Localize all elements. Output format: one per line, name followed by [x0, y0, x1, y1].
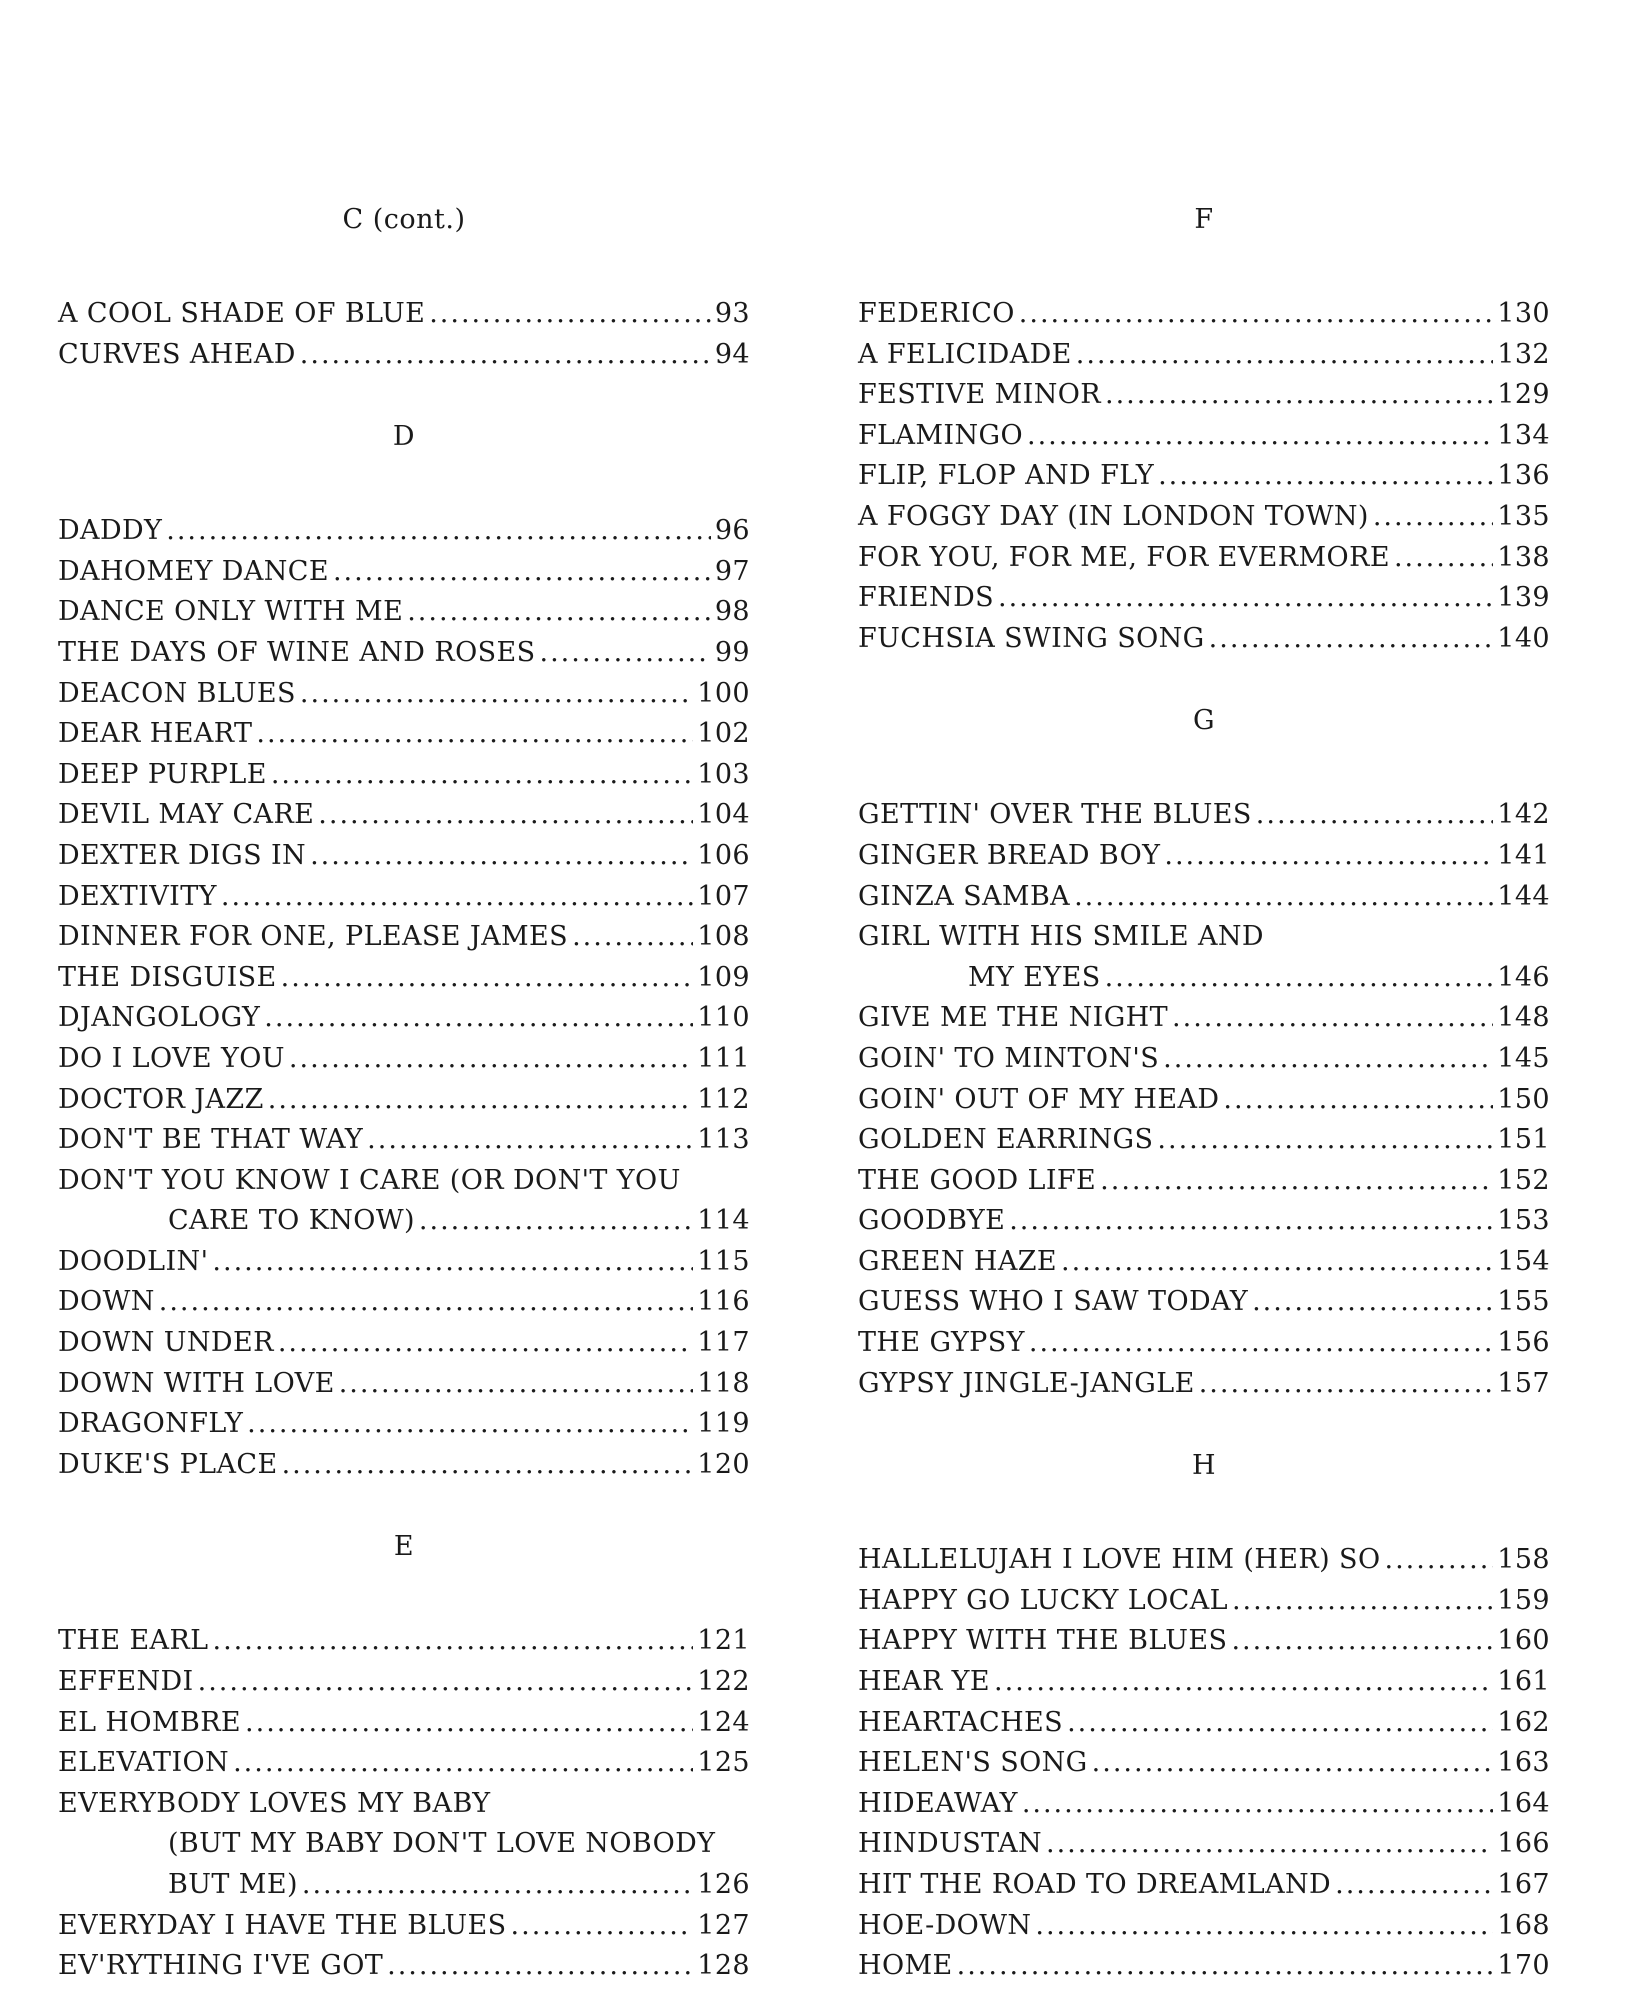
entry-title: DEVIL MAY CARE — [58, 799, 315, 831]
entry-title: HEARTACHES — [858, 1706, 1064, 1738]
dot-leader — [256, 714, 693, 755]
dot-leader — [289, 1039, 693, 1080]
dot-leader — [278, 1323, 693, 1364]
page-number: 116 — [697, 1286, 750, 1318]
index-entry — [58, 998, 750, 1039]
index-entry — [58, 1039, 750, 1080]
page-number: 111 — [697, 1042, 750, 1074]
dot-leader — [1105, 375, 1493, 416]
index-entry — [858, 294, 1550, 335]
entry-title: FEDERICO — [858, 298, 1015, 329]
dot-leader — [1172, 998, 1493, 1039]
page-number: 136 — [1497, 460, 1550, 492]
dot-leader — [1256, 795, 1493, 836]
entry-title: DEACON BLUES — [58, 677, 296, 709]
page-number: 106 — [697, 839, 750, 871]
entry-title: GIRL WITH HIS SMILE AND — [858, 921, 1264, 953]
dot-leader — [1067, 1703, 1493, 1744]
dot-leader — [407, 592, 711, 633]
entry-title: THE GOOD LIFE — [858, 1164, 1097, 1196]
entry-title: GYPSY JINGLE-JANGLE — [858, 1367, 1195, 1399]
entry-title: FUCHSIA SWING SONG — [858, 622, 1205, 654]
page-number: 157 — [1497, 1367, 1550, 1399]
dot-leader — [511, 1906, 694, 1947]
entry-title: DEXTIVITY — [58, 880, 217, 912]
dot-leader — [1373, 497, 1493, 538]
page-number: 124 — [697, 1706, 750, 1738]
dot-leader — [198, 1662, 694, 1703]
entry-title: DO I LOVE YOU — [58, 1042, 285, 1074]
index-entry — [58, 795, 750, 836]
page-number: 135 — [1497, 500, 1550, 532]
page-number: 170 — [1497, 1950, 1550, 1982]
entry-title: GOLDEN EARRINGS — [858, 1124, 1154, 1156]
entry-title: GOIN' TO MINTON'S — [858, 1042, 1160, 1074]
index-section — [858, 701, 1550, 1404]
index-entry — [858, 456, 1550, 497]
entry-title: DOWN — [58, 1286, 155, 1318]
entry-title: HIT THE ROAD TO DREAMLAND — [858, 1869, 1332, 1900]
dot-leader — [1209, 619, 1494, 660]
index-entry — [858, 836, 1550, 877]
entry-title-continued: CARE TO KNOW) — [168, 1205, 415, 1237]
dot-leader — [957, 1946, 1494, 1987]
entry-title: EFFENDI — [58, 1666, 194, 1698]
entry-title: DOCTOR JAZZ — [58, 1083, 264, 1115]
entry-title: DOWN WITH LOVE — [58, 1367, 335, 1399]
dot-leader — [1223, 1080, 1493, 1121]
page-number: 153 — [1497, 1205, 1550, 1237]
page-number: 168 — [1497, 1909, 1550, 1941]
page-number: 167 — [1497, 1869, 1550, 1900]
entry-title: GUESS WHO I SAW TODAY — [858, 1286, 1249, 1318]
index-entry — [858, 619, 1550, 660]
page-number: 142 — [1497, 799, 1550, 831]
page-number: 146 — [1497, 961, 1550, 993]
page-number: 162 — [1497, 1706, 1550, 1738]
entry-title: DUKE'S PLACE — [58, 1448, 278, 1480]
entry-title: GIVE ME THE NIGHT — [858, 1002, 1169, 1034]
index-entry — [58, 836, 750, 877]
section-heading: D — [392, 421, 416, 453]
page-number: 134 — [1497, 419, 1550, 451]
index-entry — [58, 1662, 750, 1703]
dot-leader — [572, 917, 693, 958]
index-entry — [58, 917, 750, 958]
entry-title: DAHOMEY DANCE — [58, 555, 329, 587]
dot-leader — [310, 836, 693, 877]
page-number: 140 — [1497, 622, 1550, 654]
dot-leader — [1252, 1282, 1493, 1323]
page-number: 107 — [697, 880, 750, 912]
dot-leader — [429, 294, 711, 335]
entry-title: HALLELUJAH I LOVE HIM (HER) SO — [858, 1544, 1381, 1576]
index-entry — [58, 1445, 750, 1486]
entry-title: DON'T BE THAT WAY — [58, 1124, 364, 1156]
entry-title: A FELICIDADE — [858, 338, 1072, 370]
index-entry — [858, 1703, 1550, 1744]
page-number: 97 — [714, 555, 750, 587]
page-number: 102 — [697, 718, 750, 750]
index-entry — [858, 1621, 1550, 1662]
index-entry — [58, 1323, 750, 1364]
dot-leader — [1157, 1120, 1493, 1161]
entry-title: EVERYDAY I HAVE THE BLUES — [58, 1909, 507, 1941]
entry-title: DINNER FOR ONE, PLEASE JAMES — [58, 921, 569, 953]
index-entry — [858, 1784, 1550, 1825]
page-number: 141 — [1497, 839, 1550, 871]
index-entry — [858, 877, 1550, 918]
entry-title: GOIN' OUT OF MY HEAD — [858, 1083, 1220, 1115]
index-entry — [858, 335, 1550, 376]
index-entry — [858, 1946, 1550, 1987]
entry-title: HOE-DOWN — [858, 1909, 1032, 1941]
page-number: 103 — [697, 758, 750, 790]
entry-title: HELEN'S SONG — [858, 1747, 1088, 1779]
dot-leader — [1029, 1323, 1493, 1364]
index-entry — [858, 497, 1550, 538]
dot-leader — [998, 578, 1493, 619]
page-number: 98 — [714, 596, 750, 628]
entry-title: FLAMINGO — [858, 419, 1024, 451]
dot-leader — [245, 1703, 693, 1744]
page-number: 145 — [1497, 1042, 1550, 1074]
dot-leader — [221, 877, 693, 918]
page-number: 148 — [1497, 1002, 1550, 1034]
index-entry — [858, 578, 1550, 619]
index-section — [58, 200, 750, 375]
page-number: 104 — [697, 799, 750, 831]
entry-title: DEAR HEART — [58, 718, 253, 750]
entry-title: FRIENDS — [858, 582, 995, 614]
page-number: 109 — [697, 961, 750, 993]
index-entry — [58, 592, 750, 633]
index-entry — [58, 294, 750, 335]
dot-leader — [339, 1364, 694, 1405]
dot-leader — [1022, 1784, 1493, 1825]
dot-leader — [281, 958, 694, 999]
entry-title: DOODLIN' — [58, 1245, 209, 1277]
index-entry — [858, 416, 1550, 457]
entry-title: EV'RYTHING I'VE GOT — [58, 1950, 384, 1982]
page-number: 94 — [714, 338, 750, 370]
index-entry — [58, 1404, 750, 1445]
dot-leader — [1009, 1201, 1493, 1242]
index-entry — [58, 511, 750, 552]
index-entry — [58, 633, 750, 674]
dot-leader — [1105, 958, 1494, 999]
entry-title: HOME — [858, 1950, 953, 1982]
entry-title-continued: MY EYES — [968, 961, 1101, 993]
page-number: 129 — [1497, 379, 1550, 411]
page-number: 139 — [1497, 582, 1550, 614]
dot-leader — [166, 511, 711, 552]
index-entry — [858, 1540, 1550, 1581]
section-heading: E — [393, 1531, 415, 1563]
section-heading: F — [1194, 204, 1214, 235]
page-number: 150 — [1497, 1083, 1550, 1115]
entry-title: DJANGOLOGY — [58, 1002, 261, 1034]
dot-leader — [367, 1120, 693, 1161]
dot-leader — [1100, 1161, 1493, 1202]
dot-leader — [1163, 1039, 1493, 1080]
dot-leader — [540, 633, 711, 674]
dot-leader — [1046, 1824, 1493, 1865]
page-number: 159 — [1497, 1584, 1550, 1616]
page-number: 164 — [1497, 1787, 1550, 1819]
entry-title: HIDEAWAY — [858, 1787, 1018, 1819]
index-entry — [58, 674, 750, 715]
page-number: 114 — [697, 1205, 750, 1237]
index-section — [858, 1446, 1550, 1987]
page-number: 128 — [697, 1950, 750, 1982]
index-entry — [858, 1824, 1550, 1865]
page-number: 151 — [1497, 1124, 1550, 1156]
page-number: 119 — [697, 1408, 750, 1440]
page-number: 113 — [697, 1124, 750, 1156]
index-entry — [58, 1201, 750, 1242]
dot-leader — [1074, 877, 1493, 918]
index-entry — [858, 1282, 1550, 1323]
entry-title: THE DISGUISE — [58, 961, 277, 993]
page-number: 117 — [697, 1327, 750, 1359]
index-entry — [58, 1282, 750, 1323]
index-entry — [858, 538, 1550, 579]
page-number: 115 — [697, 1245, 750, 1277]
index-entry — [858, 375, 1550, 416]
page-number: 112 — [697, 1083, 750, 1115]
dot-leader — [1394, 538, 1493, 579]
index-entry — [58, 1080, 750, 1121]
entry-title: FOR YOU, FOR ME, FOR EVERMORE — [858, 541, 1390, 573]
index-entry — [858, 1120, 1550, 1161]
dot-leader — [1164, 836, 1493, 877]
dot-leader — [247, 1404, 693, 1445]
dot-leader — [1035, 1906, 1493, 1947]
dot-leader — [1231, 1621, 1493, 1662]
dot-leader — [1027, 416, 1493, 457]
page-number: 161 — [1497, 1666, 1550, 1698]
page-number: 154 — [1497, 1245, 1550, 1277]
index-entry — [858, 1323, 1550, 1364]
dot-leader — [1076, 335, 1494, 376]
index-entry — [58, 1906, 750, 1947]
page-number: 120 — [697, 1448, 750, 1480]
page-number: 152 — [1497, 1164, 1550, 1196]
entry-title: THE EARL — [58, 1625, 209, 1657]
page-number: 155 — [1497, 1286, 1550, 1318]
dot-leader — [271, 755, 693, 796]
dot-leader — [268, 1080, 694, 1121]
right-column — [858, 200, 1550, 1987]
entry-title: THE GYPSY — [858, 1327, 1025, 1359]
page-number: 96 — [714, 515, 750, 547]
index-entry — [858, 998, 1550, 1039]
dot-leader — [1335, 1865, 1493, 1906]
index-entry — [858, 958, 1550, 999]
index-entry — [58, 755, 750, 796]
index-entry — [858, 1906, 1550, 1947]
dot-leader — [1158, 456, 1493, 497]
entry-title: EVERYBODY LOVES MY BABY — [58, 1787, 491, 1819]
index-entry — [58, 552, 750, 593]
index-entry — [58, 1120, 750, 1161]
index-section — [58, 1527, 750, 1986]
dot-leader — [419, 1201, 693, 1242]
index-entry — [58, 1865, 750, 1906]
page-number: 166 — [1497, 1828, 1550, 1860]
entry-title: GOODBYE — [858, 1205, 1006, 1237]
entry-title: GREEN HAZE — [858, 1245, 1058, 1277]
index-entry — [858, 1080, 1550, 1121]
section-heading: G — [1192, 705, 1216, 737]
page-number: 132 — [1497, 338, 1550, 370]
dot-leader — [1019, 294, 1493, 335]
dot-leader — [1384, 1540, 1493, 1581]
dot-leader — [264, 998, 693, 1039]
dot-leader — [213, 1621, 694, 1662]
page-number: 121 — [697, 1625, 750, 1657]
dot-leader — [233, 1743, 693, 1784]
page-number: 130 — [1497, 298, 1550, 329]
entry-title: CURVES AHEAD — [58, 338, 296, 370]
dot-leader — [300, 335, 711, 376]
index-entry — [58, 1364, 750, 1405]
left-column — [58, 200, 750, 1987]
dot-leader — [1092, 1743, 1494, 1784]
entry-title: DEEP PURPLE — [58, 758, 267, 790]
index-entry — [58, 1242, 750, 1283]
index-entry — [858, 1161, 1550, 1202]
page-number: 118 — [697, 1367, 750, 1399]
index-entry — [858, 795, 1550, 836]
entry-title: HEAR YE — [858, 1666, 990, 1698]
index-entry — [58, 1703, 750, 1744]
index-entry — [58, 958, 750, 999]
entry-title: DON'T YOU KNOW I CARE (OR DON'T YOU — [58, 1164, 681, 1196]
entry-title: DRAGONFLY — [58, 1408, 244, 1440]
index-entry — [858, 1039, 1550, 1080]
page-number: 99 — [714, 636, 750, 668]
index-entry — [58, 1946, 750, 1987]
index-entry — [858, 1364, 1550, 1405]
entry-title: FLIP, FLOP AND FLY — [858, 460, 1155, 492]
entry-title: HINDUSTAN — [858, 1828, 1042, 1860]
dot-leader — [159, 1282, 693, 1323]
index-entry — [858, 1581, 1550, 1622]
entry-title-continued: BUT ME) — [168, 1869, 298, 1900]
entry-title: GETTIN' OVER THE BLUES — [858, 799, 1252, 831]
index-entry — [58, 877, 750, 918]
section-heading: C (cont.) — [342, 204, 466, 235]
entry-title: DANCE ONLY WITH ME — [58, 596, 404, 628]
index-entry — [858, 1662, 1550, 1703]
page-number: 156 — [1497, 1327, 1550, 1359]
entry-title: EL HOMBRE — [58, 1706, 242, 1738]
index-entry — [858, 1865, 1550, 1906]
dot-leader — [1061, 1242, 1493, 1283]
entry-title: GINGER BREAD BOY — [858, 839, 1161, 871]
dot-leader — [282, 1445, 694, 1486]
page-number: 125 — [697, 1747, 750, 1779]
dot-leader — [1232, 1581, 1493, 1622]
page-number: 126 — [697, 1869, 750, 1900]
page-number: 138 — [1497, 541, 1550, 573]
dot-leader — [318, 795, 693, 836]
dot-leader — [333, 552, 711, 593]
entry-title: THE DAYS OF WINE AND ROSES — [58, 636, 536, 668]
page-number: 160 — [1497, 1625, 1550, 1657]
index-entry — [858, 1201, 1550, 1242]
entry-title: A FOGGY DAY (IN LONDON TOWN) — [858, 500, 1369, 532]
page-number: 127 — [697, 1909, 750, 1941]
index-entry — [858, 1242, 1550, 1283]
entry-title: ELEVATION — [58, 1747, 230, 1779]
page-number: 158 — [1497, 1544, 1550, 1576]
index-section — [58, 417, 750, 1485]
page-number: 163 — [1497, 1747, 1550, 1779]
dot-leader — [300, 674, 693, 715]
page-number: 100 — [697, 677, 750, 709]
entry-title: A COOL SHADE OF BLUE — [58, 298, 426, 329]
entry-title: HAPPY GO LUCKY LOCAL — [858, 1584, 1228, 1616]
section-heading: H — [1191, 1450, 1217, 1482]
index-entry — [58, 335, 750, 376]
entry-title: DADDY — [58, 515, 163, 547]
entry-title: HAPPY WITH THE BLUES — [858, 1625, 1228, 1657]
index-entry — [58, 714, 750, 755]
index-entry — [858, 1743, 1550, 1784]
entry-title: GINZA SAMBA — [858, 880, 1071, 912]
entry-title-continued: (BUT MY BABY DON'T LOVE NOBODY — [168, 1828, 716, 1860]
dot-leader — [387, 1946, 693, 1987]
dot-leader — [302, 1865, 693, 1906]
dot-leader — [994, 1662, 1493, 1703]
index-section — [858, 200, 1550, 659]
entry-title: DEXTER DIGS IN — [58, 839, 307, 871]
entry-title: FESTIVE MINOR — [858, 379, 1102, 411]
index-entry — [58, 1621, 750, 1662]
entry-title: DOWN UNDER — [58, 1327, 274, 1359]
page-number: 110 — [697, 1002, 750, 1034]
page-number: 93 — [714, 298, 750, 329]
page-number: 144 — [1497, 880, 1550, 912]
dot-leader — [1199, 1364, 1494, 1405]
index-entry — [58, 1743, 750, 1784]
page-number: 122 — [697, 1666, 750, 1698]
dot-leader — [212, 1242, 693, 1283]
page-number: 108 — [697, 921, 750, 953]
